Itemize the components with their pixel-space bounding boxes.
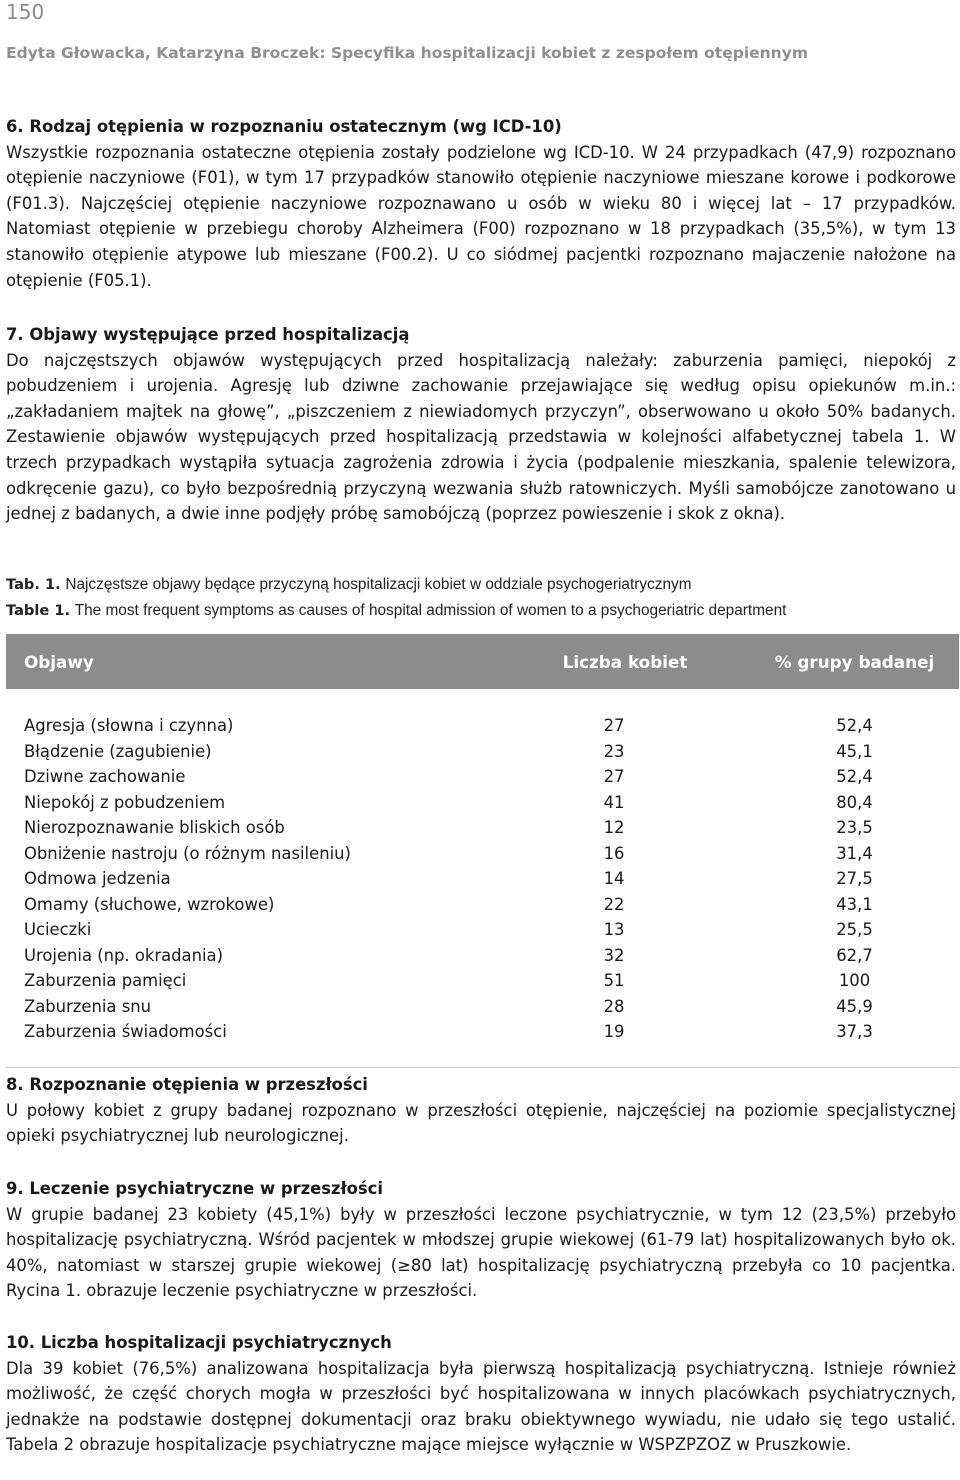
table-row — [6, 943, 959, 969]
table-row — [6, 968, 959, 994]
section-10-body: Dla 39 kobiet (76,5%) analizowana hospitalizacja była pierwszą hospitalizacją psychiatryczną. Istnieje również możliwość, że część chorych mogła w przeszłości być hospitalizowana w innych placówkach psychiatrycznych, jednakże na podstawie dostępnej dokumentacji oraz braku obiektywnego wywiadu, nie udało się tego ustalić. Tabela 2 obrazuje hospitalizacje psychiatryczne mające miejsce wyłącznie w WSPZPZOZ w Pruszkowie. — [6, 1358, 956, 1455]
cell-liczba: 14 — [603, 869, 625, 888]
section-6-body: Wszystkie rozpoznania ostateczne otępienia zostały podzielone wg ICD-10. W 24 przypadkach (47,9) rozpoznano otępienie naczyniowe (F01), w tym 17 przypadków stanowiło otępienie naczyniowe mieszane korowe i podkorowe (F01.3). Najczęściej otępienie naczyniowe rozpoznawano u osób w wieku 80 i więcej lat – 17 przypadków. Natomiast otępienie w przebiegu choroby Alzheimera (F00) rozpoznano w 18 przypadkach (35,5%), w tym 13 stanowiło otępienie atypowe lub mieszane (F00.2). U co siódmej pacjentki rozpoznano majaczenie nałożone na otępienie (F05.1). — [6, 142, 956, 290]
section-6 — [6, 114, 956, 293]
header-title: Specyfika hospitalizacji kobiet z zespołem otępiennym — [330, 44, 808, 62]
cell-liczba: 16 — [603, 843, 625, 863]
cell-objaw: Zaburzenia świadomości — [24, 1022, 227, 1041]
cell-objaw: Dziwne zachowanie — [24, 767, 186, 786]
cell-procent: 52,4 — [836, 767, 873, 786]
symptoms-table — [6, 634, 959, 1068]
table-row — [6, 994, 959, 1020]
cell-procent: 43,1 — [836, 894, 873, 914]
table-bottom-rule — [6, 1045, 959, 1068]
cell-procent: 25,5 — [836, 920, 873, 939]
cell-liczba: 41 — [603, 792, 625, 812]
running-header — [6, 44, 808, 62]
cell-objaw: Agresja (słowna i czynna) — [24, 716, 234, 735]
caption-pl-text: Najczęstsze objawy będące przyczyną hospitalizacji kobiet w oddziale psychogeriatrycznym — [65, 576, 692, 593]
cell-procent: 45,9 — [836, 996, 873, 1016]
cell-liczba: 28 — [603, 996, 625, 1016]
cell-objaw: Obniżenie nastroju (o różnym nasileniu) — [24, 843, 351, 863]
cell-liczba: 23 — [603, 741, 625, 761]
caption-pl-label: Tab. 1. — [6, 576, 61, 593]
cell-liczba: 12 — [603, 818, 625, 837]
section-9-heading: 9. Leczenie psychiatryczne w przeszłości — [6, 1179, 384, 1198]
cell-procent: 52,4 — [836, 716, 873, 735]
cell-liczba: 32 — [603, 945, 625, 965]
section-8 — [6, 1072, 956, 1149]
table-row — [6, 841, 959, 867]
table-row — [6, 764, 959, 790]
table-row — [6, 739, 959, 765]
section-7-heading: 7. Objawy występujące przed hospitalizacją — [6, 325, 410, 344]
section-6-heading: 6. Rodzaj otępienia w rozpoznaniu ostatecznym (wg ICD-10) — [6, 117, 562, 136]
cell-objaw: Niepokój z pobudzeniem — [24, 792, 226, 812]
table-row — [6, 790, 959, 816]
cell-procent: 27,5 — [836, 869, 873, 888]
section-10 — [6, 1330, 956, 1458]
table-row — [6, 1019, 959, 1045]
section-10-heading: 10. Liczba hospitalizacji psychiatrycznych — [6, 1333, 392, 1352]
table-row — [6, 713, 959, 739]
cell-procent: 100 — [838, 971, 871, 990]
page-number: 150 — [6, 0, 45, 24]
cell-procent: 45,1 — [836, 741, 873, 761]
header-authors: Edyta Głowacka, Katarzyna Broczek: — [6, 44, 326, 62]
table-row — [6, 866, 959, 892]
cell-procent: 62,7 — [836, 945, 873, 965]
header-objawy: Objawy — [24, 651, 94, 672]
cell-objaw: Zaburzenia pamięci — [24, 971, 187, 990]
caption-en-text: The most frequent symptoms as causes of hospital admission of women to a psychogeriatric department — [74, 602, 787, 619]
section-9-body: W grupie badanej 23 kobiety (45,1%) były w przeszłości leczone psychiatrycznie, w tym 12 (23,5%) przebyło hospitalizację psychiatryczną. Wśród pacjentek w młodszej grupie wiekowej (61-79 lat) hospitalizowanych było ok. 40%, natomiast w starszej grupie wiekowej (≥80 lat) hospitalizację psychiatryczną przebyła co 10 pacjentka. Rycina 1. obrazuje leczenie psychiatryczne w przeszłości. — [6, 1204, 956, 1301]
section-8-heading: 8. Rozpoznanie otępienia w przeszłości — [6, 1075, 368, 1094]
table-spacer — [6, 689, 959, 713]
cell-liczba: 27 — [603, 767, 625, 786]
caption-en-label: Table 1. — [6, 602, 71, 619]
table-row — [6, 815, 959, 841]
header-procent-grupy: % grupy badanej — [774, 651, 935, 672]
table-caption-pl — [6, 574, 956, 596]
cell-objaw: Odmowa jedzenia — [24, 869, 171, 888]
cell-liczba: 51 — [603, 971, 625, 990]
section-7 — [6, 322, 956, 527]
section-8-body: U połowy kobiet z grupy badanej rozpoznano w przeszłości otępienie, najczęściej na poziomie specjalistycznej opieki psychiatrycznej lub neurologicznej. — [6, 1100, 956, 1146]
section-7-body: Do najczęstszych objawów występujących przed hospitalizacją należały: zaburzenia pamięci, niepokój z pobudzeniem i urojenia. Agresję lub dziwne zachowanie przejawiające się według opisu opiekunów m.in.: „zakładaniem majtek na głowę”, „piszczeniem z niewiadomych przyczyn”, obserwowano u około 50% badanych. Zestawienie objawów występujących przed hospitalizacją przedstawia w kolejności alfabetycznej tabela 1. W trzech przypadkach wystąpiła sytuacja zagrożenia zdrowia i życia (podpalenie mieszkania, spalenie telewizora, odkręcenie gazu), co było bezpośrednią przyczyną wezwania służb ratowniczych. Myśli samobójcze zanotowano u jednej z badanych, a dwie inne podjęły próbę samobójczą (poprzez powieszenie i skok z okna). — [6, 350, 956, 524]
table-row — [6, 917, 959, 943]
cell-procent: 23,5 — [836, 818, 873, 837]
cell-liczba: 13 — [603, 920, 625, 939]
table-header-row — [6, 634, 959, 689]
cell-objaw: Omamy (słuchowe, wzrokowe) — [24, 894, 275, 914]
cell-objaw: Zaburzenia snu — [24, 996, 152, 1016]
cell-procent: 31,4 — [836, 843, 873, 863]
cell-objaw: Urojenia (np. okradania) — [24, 945, 223, 965]
cell-procent: 80,4 — [836, 792, 873, 812]
section-9 — [6, 1176, 956, 1304]
header-liczba-kobiet: Liczba kobiet — [562, 651, 688, 672]
table-row — [6, 892, 959, 918]
cell-procent: 37,3 — [836, 1022, 873, 1041]
cell-objaw: Błądzenie (zagubienie) — [24, 741, 212, 761]
cell-liczba: 27 — [603, 716, 625, 735]
cell-objaw: Nierozpoznawanie bliskich osób — [24, 818, 285, 837]
cell-liczba: 22 — [603, 894, 625, 914]
cell-objaw: Ucieczki — [24, 920, 92, 939]
table-caption-en — [6, 600, 956, 622]
cell-liczba: 19 — [603, 1022, 625, 1041]
